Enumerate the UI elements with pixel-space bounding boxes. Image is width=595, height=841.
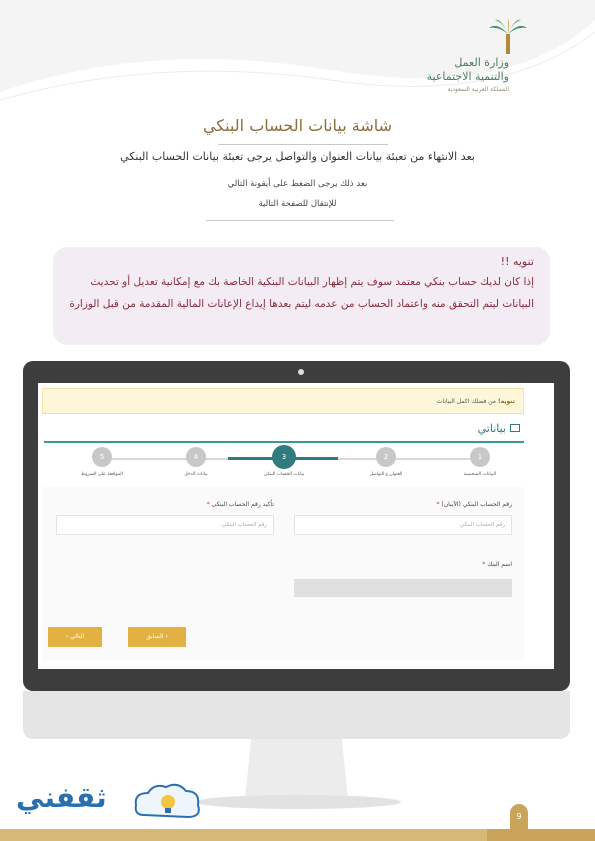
title-divider [218, 144, 388, 145]
step-2-label: العنوان و التواصل [369, 472, 403, 477]
previous-button[interactable]: ‹ السابق [128, 627, 186, 647]
confirm-iban-label: تأكيد رقم الحساب البنكى * [206, 501, 274, 508]
next-button[interactable]: التالي › [48, 627, 102, 647]
step-5-label: الموافقة على الشروط [81, 472, 123, 477]
section-underline [44, 441, 524, 443]
list-card-icon [510, 424, 520, 432]
warning-text: من فضلك اكمل البيانات [436, 398, 498, 405]
bank-form [42, 487, 524, 661]
step-1-circle[interactable]: 1 [470, 447, 490, 467]
palm-tree-logo-icon [487, 18, 529, 56]
chevron-right-icon: › [65, 633, 69, 640]
iban-label: رقم الحساب البنكي (الآيبان) * [436, 501, 512, 508]
ministry-name-line1: وزارة العمل [454, 56, 509, 69]
warning-label: تنويه! [497, 398, 515, 405]
step-2-circle[interactable]: 2 [376, 447, 396, 467]
section-title: بياناتي [477, 422, 506, 435]
step-3-circle[interactable]: 3 [272, 445, 296, 469]
bank-name-field[interactable] [294, 579, 512, 597]
section-header [478, 422, 520, 435]
step-4-circle[interactable]: 4 [186, 447, 206, 467]
ministry-name-line2: والتنمية الاجتماعية [426, 70, 509, 83]
chevron-left-icon: ‹ [165, 633, 168, 640]
monitor-screen [38, 383, 554, 669]
notice-body: إذا كان لديك حساب بنكي معتمد سوف يتم إظهار البيانات البنكية الخاصة بك مع إمكانية تعديل أو تحديث البيانات ليتم التحقق منه واعتماد الحساب من عدمه ليتم بعدها إيداع الإعانات المالية المقدمة من قبل الوزارة [69, 276, 534, 310]
brand-name: ثقفني [16, 781, 107, 814]
step-4-label: بيانات الدخل [184, 472, 208, 477]
instruction-divider [206, 220, 394, 221]
instruction-line2: للإنتقال للصفحة التالية [258, 199, 337, 209]
bank-name-label: اسم البنك * [482, 561, 512, 568]
warning-bar [42, 388, 524, 414]
monitor-camera [298, 369, 304, 375]
monitor-chin [23, 691, 570, 739]
step-5-circle[interactable]: 5 [92, 447, 112, 467]
confirm-iban-input[interactable]: رقم الحساب البنكي [56, 515, 274, 535]
monitor-base [195, 795, 401, 809]
page-number: 9 [510, 804, 528, 829]
notice-box [53, 247, 550, 345]
page-title: شاشة بيانات الحساب البنكي [202, 116, 393, 135]
page-subtitle: بعد الانتهاء من تعبئة بيانات العنوان والتواصل يرجى تعبئة بيانات الحساب البنكي [120, 150, 475, 163]
step-3-label: بيانات الحساب البنكي [263, 472, 305, 477]
ministry-country: المملكة العربية السعودية [447, 86, 509, 93]
monitor-stand [245, 739, 348, 799]
instruction-line1: بعد ذلك يرجى الضغط على أيقونة التالي [227, 179, 368, 189]
iban-input[interactable]: رقم الحساب البنكي [294, 515, 512, 535]
notice-title: تنويه !! [500, 255, 534, 268]
step-1-label: البيانات الشخصية [463, 472, 497, 477]
footer-bar-accent [0, 829, 487, 841]
